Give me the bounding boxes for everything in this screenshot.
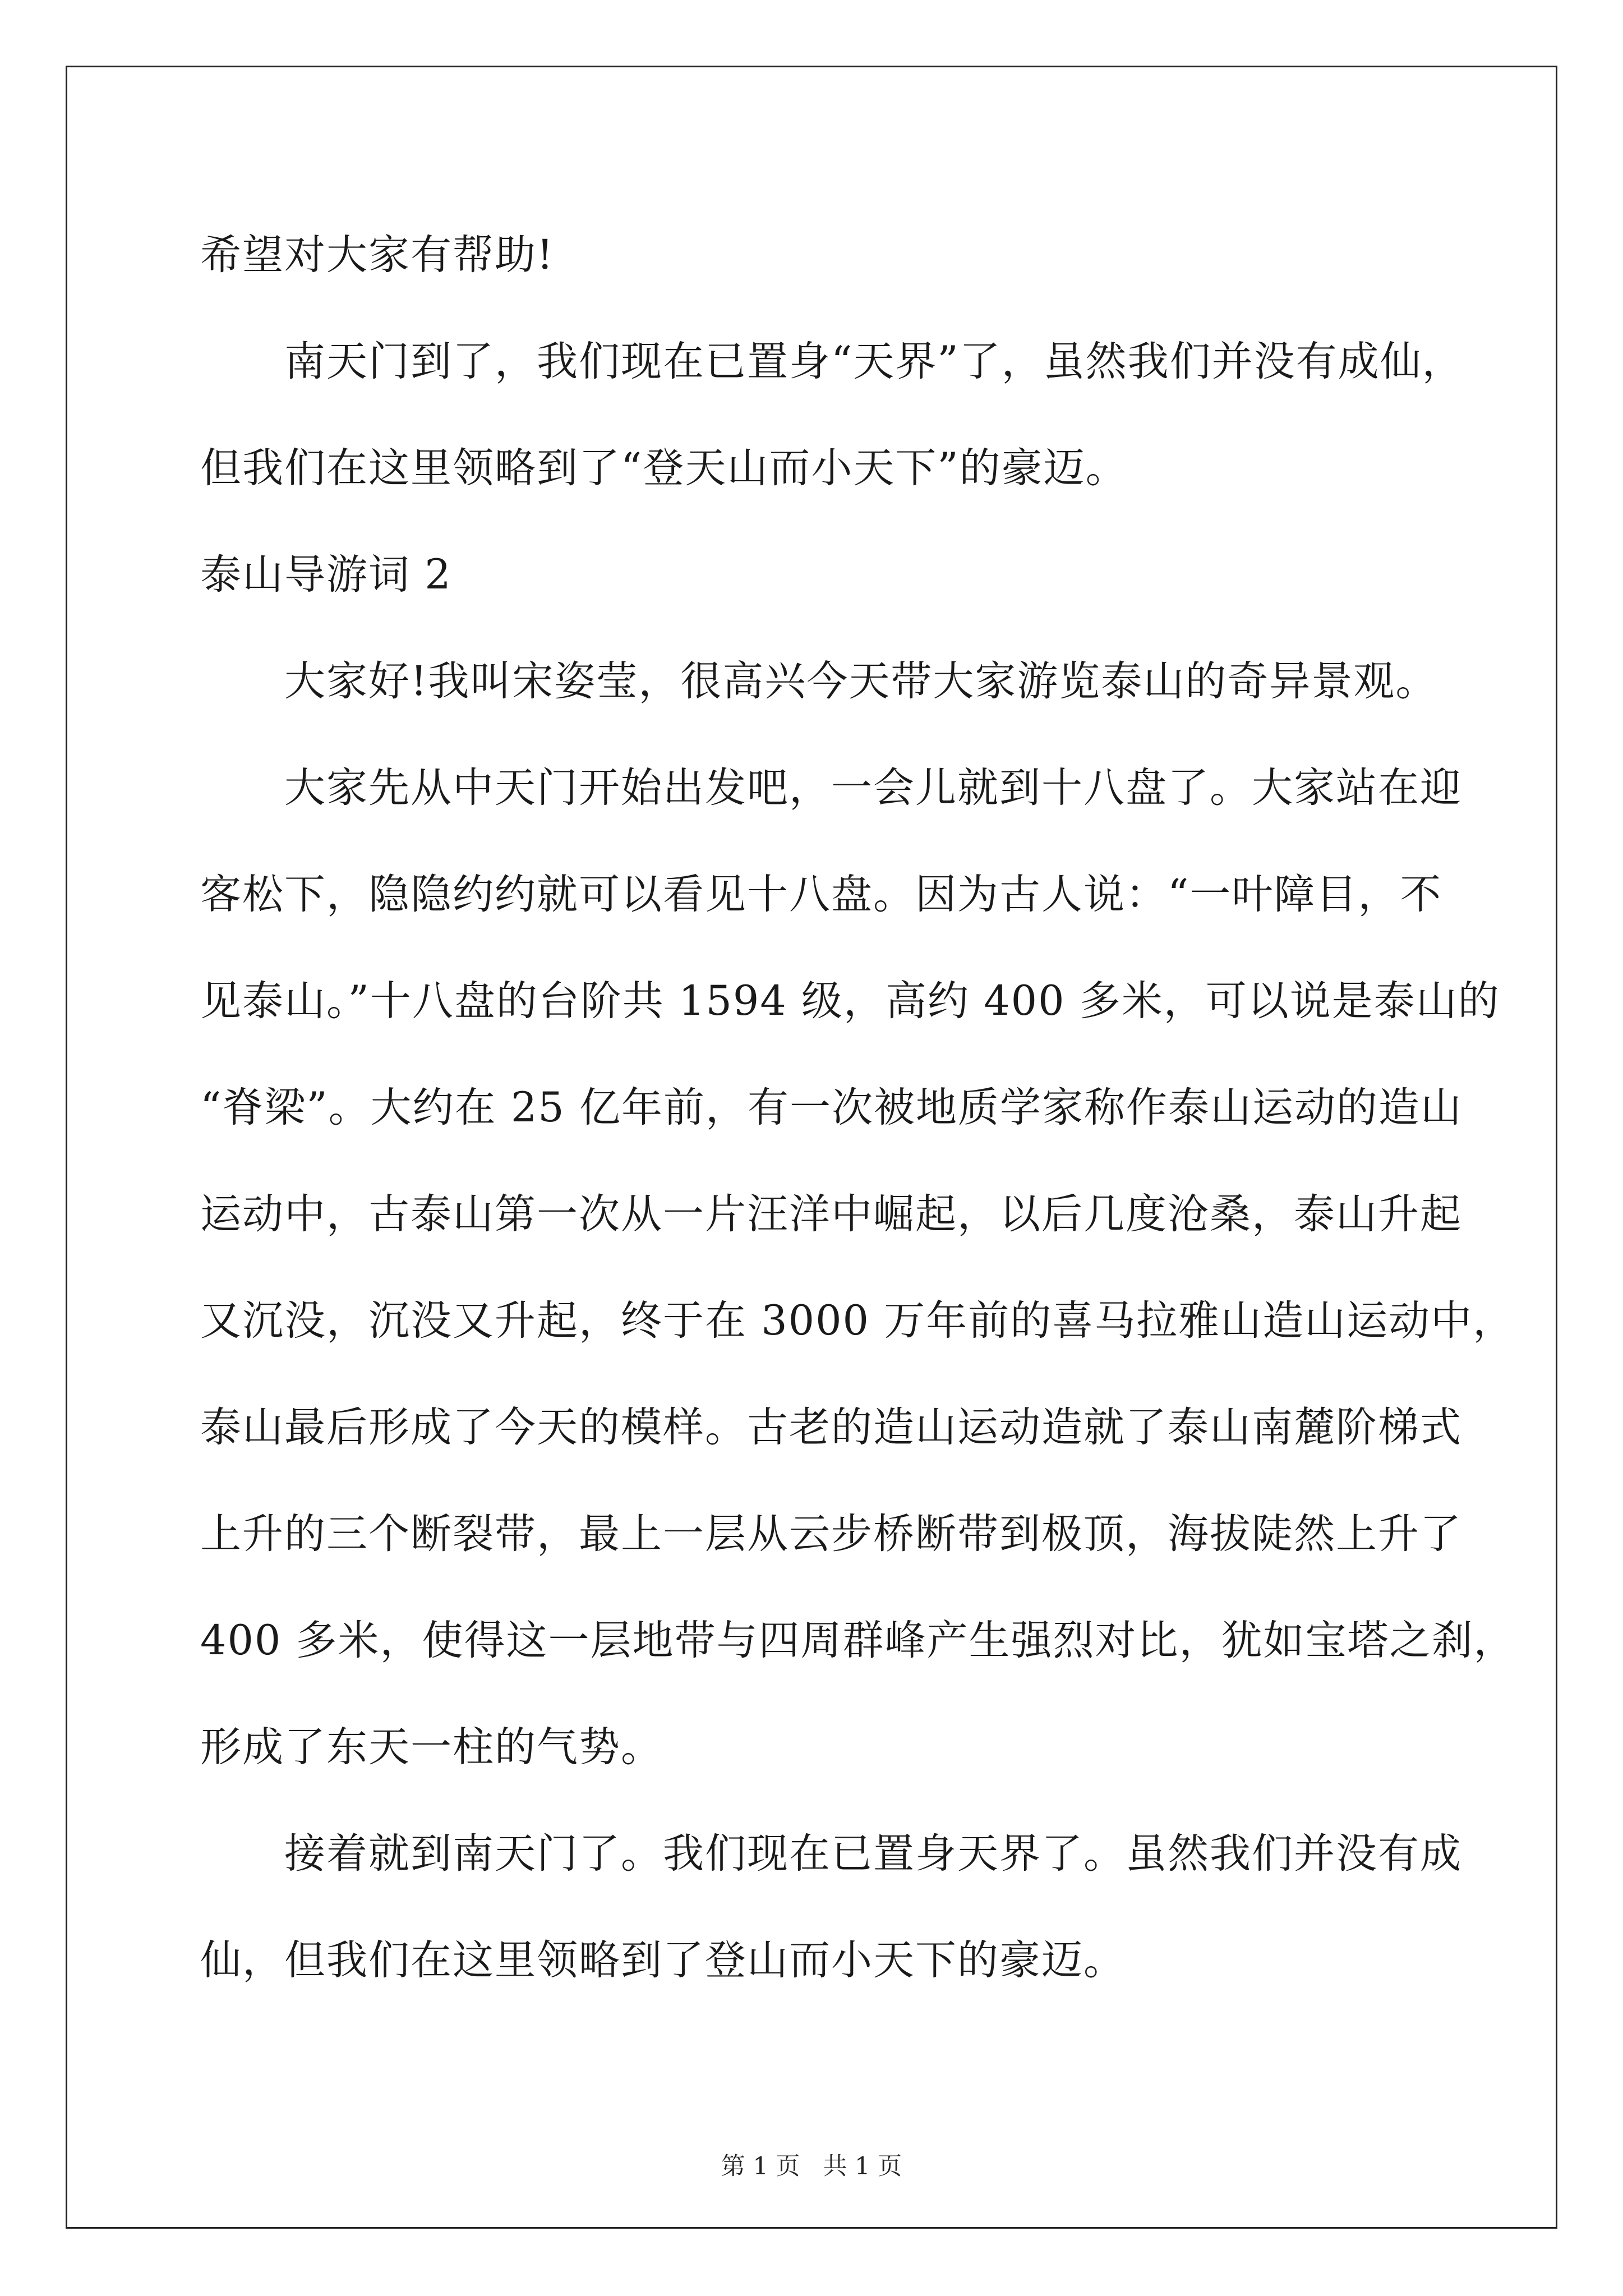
text-line: 见泰山。”十八盘的台阶共 1594 级，高约 400 多米，可以说是泰山的 (200, 977, 1500, 1025)
section-heading: 泰山导游词 2 (200, 551, 452, 599)
text-line: 但我们在这里领略到了“登天山而小天下”的豪迈。 (200, 444, 1128, 492)
text-line: 泰山最后形成了今天的模样。古老的造山运动造就了泰山南麓阶梯式 (200, 1404, 1462, 1451)
text-line: 又沉没，沉没又升起，终于在 3000 万年前的喜马拉雅山造山运动中， (200, 1297, 1515, 1345)
document-body (200, 202, 1516, 2014)
text-line: 上升的三个断裂带，最上一层从云步桥断带到极顶，海拔陡然上升了 (200, 1510, 1462, 1558)
text-line: 希望对大家有帮助! (200, 231, 555, 279)
text-line: 仙，但我们在这里领略到了登山而小天下的豪迈。 (200, 1936, 1126, 1984)
text-line: 大家好!我叫宋姿莹，很高兴今天带大家游览泰山的奇异景观。 (284, 657, 1438, 705)
text-line: 运动中，古泰山第一次从一片汪洋中崛起，以后几度沧桑，泰山升起 (200, 1190, 1462, 1238)
text-line: 客松下，隐隐约约就可以看见十八盘。因为古人说：“一叶障目，不 (200, 871, 1442, 918)
text-line: 接着就到南天门了。我们现在已置身天界了。虽然我们并没有成 (284, 1830, 1462, 1878)
text-line: 形成了东天一柱的气势。 (200, 1723, 663, 1771)
text-line: 400 多米，使得这一层地带与四周群峰产生强烈对比，犹如宝塔之刹， (200, 1617, 1516, 1664)
text-line: 南天门到了，我们现在已置身“天界”了，虽然我们并没有成仙， (284, 338, 1464, 385)
text-line: 大家先从中天门开始出发吧，一会儿就到十八盘了。大家站在迎 (284, 764, 1462, 812)
text-line: “脊梁”。大约在 25 亿年前，有一次被地质学家称作泰山运动的造山 (200, 1084, 1463, 1131)
page-footer: 第 1 页 共 1 页 (721, 2152, 902, 2180)
